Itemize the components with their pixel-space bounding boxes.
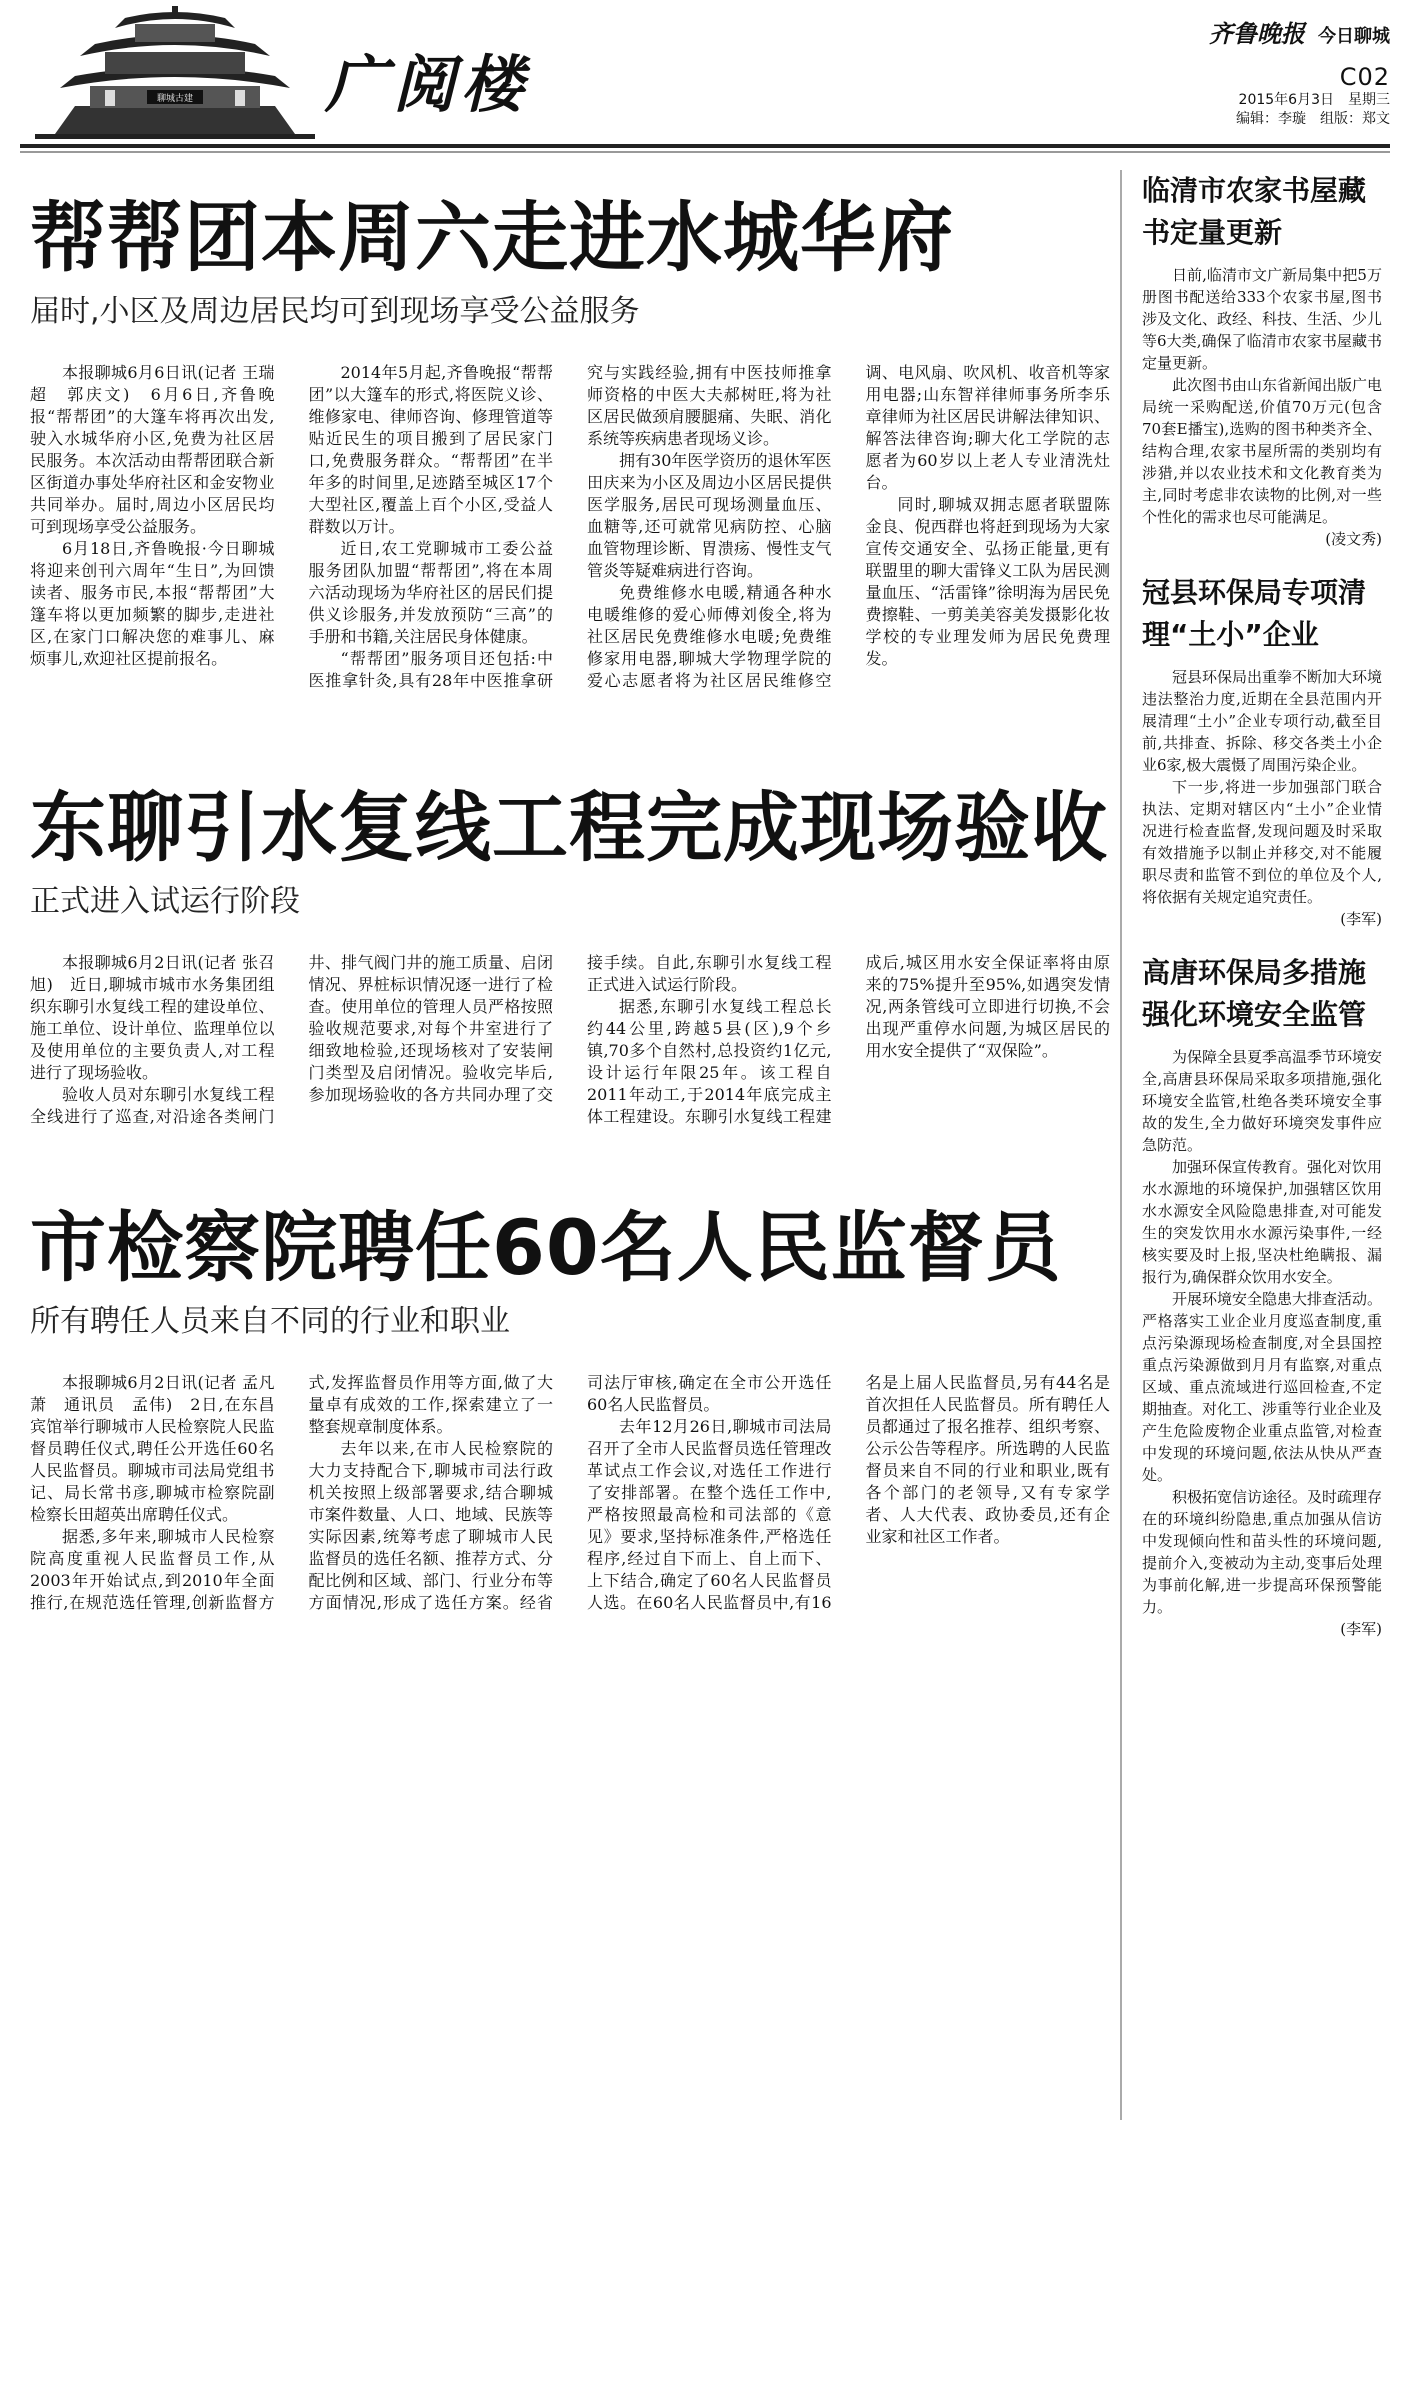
article-body bbox=[30, 952, 1110, 1128]
paragraph: 免费维修水电暖,精通各种水电暖维修的爱心师傅刘俊全,将为社区居民免费维修水电暖;免费维修家用电器,聊城大学物理学院的爱心志愿者将为社区居民维修空调、电风扇、吹风机、收音机等家用电器;山东智祥律师事务所李乐章律师为社区居民讲解法律知识、解答法律咨询;聊大化工学院的志愿者为60岁以上老人专业清洗灶台。 bbox=[587, 363, 1110, 690]
paragraph: 去年12月26日,聊城市司法局召开了全市人民监督员选任管理改革试点工作会议,对选任工作进行了安排部署。在整个选任工作中,严格按照最高检和司法部的《意见》要求,坚持标准条件,严格选任程序,经过自下而上、自上而下、上下结合,确定了60名人民监督员人选。在60名人民监督员中,有16名是上届人民监督员,另有44名是首次担任人民监督员。所有聘任人员都通过了报名推荐、组织考察、公示公告等程序。所选聘的人民监督员来自不同的行业和职业,既有各个部门的老领导,又有专家学者、人大代表、政协委员,还有企业家和社区工作者。 bbox=[587, 1373, 1110, 1612]
edition-name: 今日聊城 bbox=[1318, 26, 1390, 47]
byline: (李军) bbox=[1340, 1620, 1382, 1638]
paragraph: 下一步,将进一步加强部门联合执法、定期对辖区内“土小”企业情况进行检查监督,发现问题及时采取有效措施予以制止并移交,对不能履职尽责和监管不到位的单位及个人,将依据有关规定追究责任。 bbox=[1142, 778, 1382, 906]
paragraph: 加强环保宣传教育。强化对饮用水水源地的环境保护,加强辖区饮用水水源安全风险隐患排查,对可能发生的突发饮用水水源污染事件,一经核实要及时上报,坚决杜绝瞒报、漏报行为,确保群众饮用水安全。 bbox=[1142, 1158, 1383, 1286]
page-number: C02 bbox=[1339, 63, 1390, 91]
paragraph: 积极拓宽信访途径。及时疏理存在的环境纠纷隐患,重点加强从信访中发现倾向性和苗头性的环境问题,提前介入,变被动为主动,变事后处理为事前化解,进一步提高环保预警能力。 bbox=[1142, 1488, 1383, 1616]
editor-credits: 编辑：李璇 组版：郑文 bbox=[1236, 111, 1390, 127]
article-3 bbox=[30, 1200, 1110, 1650]
article-body bbox=[30, 362, 1110, 692]
masthead bbox=[20, 0, 1390, 150]
paragraph: 6月18日,齐鲁晚报·今日聊城将迎来创刊六周年“生日”,为回馈读者、服务市民,本报“帮帮团”大篷车将以更加频繁的脚步,走进社区,在家门口解决您的难事儿、麻烦事儿,欢迎社区提前报名。 bbox=[30, 539, 275, 668]
sidebar-headline: 高唐环保局多措施强化环境安全监管 bbox=[1142, 956, 1367, 1031]
sidebar-headline: 临清市农家书屋藏书定量更新 bbox=[1142, 174, 1367, 249]
paragraph: 本报聊城6月2日讯(记者 孟凡萧 通讯员 孟伟) 2日,在东昌宾馆举行聊城市人民检察院人民监督员聘任仪式,聘任公开选任60名人民监督员。聊城市司法局党组书记、局长常书彦,聊城市检察院副检察长田超英出席聘任仪式。 bbox=[30, 1373, 275, 1524]
paragraph: 为保障全县夏季高温季节环境安全,高唐县环保局采取多项措施,强化环境安全监管,杜绝各类环境安全事故的发生,全力做好环境突发事件应急防范。 bbox=[1142, 1048, 1383, 1154]
article-headline: 市检察院聘任60名人民监督员 bbox=[30, 1203, 1062, 1292]
paragraph: 2014年5月起,齐鲁晚报“帮帮团”以大篷车的形式,将医院义诊、维修家电、律师咨询、修理管道等贴近民生的项目搬到了居民家门口,免费服务群众。“帮帮团”在半年多的时间里,足迹踏至城区17个大型社区,覆盖上百个小区,受益人群数以万计。 bbox=[308, 363, 553, 536]
pagoda-sign: 聊城古建 bbox=[156, 94, 194, 104]
article-1 bbox=[30, 190, 1110, 750]
header-info bbox=[1090, 14, 1390, 129]
paragraph: 据悉,多年来,聊城市人民检察院高度重视人民监督员工作,从2003年开始试点,到2010年全面推行,在规范选任管理,创新监督方式,发挥监督员作用等方面,做了大量卓有成效的工作,探索建立了一整套规章制度体系。 bbox=[30, 1373, 553, 1612]
sidebar-body bbox=[1142, 264, 1382, 528]
sidebar bbox=[1142, 170, 1382, 1662]
sidebar-article-2 bbox=[1142, 572, 1382, 930]
paragraph: 日前,临清市文广新局集中把5万册图书配送给333个农家书屋,图书涉及文化、政经、科技、生活、少儿等6大类,确保了临清市农家书屋藏书定量更新。 bbox=[1142, 266, 1383, 372]
paragraph: 拥有30年医学资历的退休军医田庆来为小区及周边小区居民提供医学服务,居民可现场测量血压、血糖等,还可就常见病防控、心脑血管物理诊断、胃溃疡、慢性支气管炎等疑难病进行咨询。 bbox=[587, 451, 832, 580]
paragraph: 此次图书由山东省新闻出版广电局统一采购配送,价值70万元(包含70套E播宝),选购的图书种类齐全、结构合理,农家书屋所需的类别均有涉猎,并以农业技术和文化教育类为主,同时考虑非农读物的比例,对一些个性化的需求也尽可能满足。 bbox=[1142, 376, 1383, 526]
paragraph: 本报聊城6月6日讯(记者 王瑞超 郭庆文) 6月6日,齐鲁晚报“帮帮团”的大篷车将再次出发,驶入水城华府小区,免费为社区居民服务。本次活动由帮帮团联合新区街道办事处华府社区和金安物业共同举办。届时,周边小区居民均可到现场享受公益服务。 bbox=[30, 363, 275, 536]
byline: (凌文秀) bbox=[1325, 530, 1382, 548]
paragraph: “帮帮团”服务项目还包括:中医推拿针灸,具有28年中医推拿研究与实践经验,拥有中医技师推拿师资格的中医大夫郝树旺,将为社区居民做颈肩腰腿痛、失眠、消化系统等疾病患者现场义诊。 bbox=[308, 363, 832, 690]
sidebar-article-1 bbox=[1142, 170, 1382, 550]
header-rule-thin bbox=[20, 151, 1390, 153]
paper-name: 齐鲁晚报 bbox=[1208, 19, 1305, 48]
paragraph: 开展环境安全隐患大排查活动。严格落实工业企业月度巡查制度,重点污染源现场检查制度,对全县国控重点污染源做到月月有监察,对重点区域、重点流域进行巡回检查,不定期抽查。对化工、涉重等行业企业及产生危险废物企业重点监管,对检查中发现的环境问题,依法从快从严查处。 bbox=[1142, 1290, 1383, 1484]
article-body bbox=[30, 1372, 1110, 1614]
main-content bbox=[30, 190, 1110, 1650]
column-divider bbox=[1120, 170, 1122, 2120]
issue-date: 2015年6月3日 星期三 bbox=[1238, 92, 1390, 108]
byline: (李军) bbox=[1340, 910, 1382, 928]
section-title: 广阅楼 bbox=[325, 48, 530, 121]
paragraph: 据悉,东聊引水复线工程总长约44公里,跨越5县(区),9个乡镇,70多个自然村,总投资约1亿元,设计运行年限25年。该工程自2011年动工,于2014年底完成主体工程建设。东聊引水复线工程建成后,城区用水安全保证率将由原来的75%提升至95%,如遇突发情况,两条管线可立即进行切换,不会出现严重停水问题,为城区居民的用水安全提供了“双保险”。 bbox=[587, 953, 1110, 1126]
paragraph: 近日,农工党聊城市工委公益服务团队加盟“帮帮团”,将在本周六活动现场为华府社区的居民们提供义诊服务,并发放预防“三高”的手册和书籍,关注居民身体健康。 bbox=[308, 539, 553, 646]
pagoda-icon bbox=[35, 6, 315, 141]
header-rule bbox=[20, 144, 1390, 148]
paragraph: 同时,聊城双拥志愿者联盟陈金良、倪西群也将赶到现场为大家宣传交通安全、弘扬正能量,更有联盟里的聊大雷锋义工队为居民测量血压、“活雷锋”徐明海为居民免费擦鞋、一剪美美容美发摄影化妆学校的专业理发师为居民免费理发。 bbox=[865, 495, 1110, 668]
article-headline: 帮帮团本周六走进水城华府 bbox=[30, 193, 954, 282]
article-headline: 东聊引水复线工程完成现场验收 bbox=[30, 783, 1108, 872]
article-subhead: 届时,小区及周边居民均可到现场享受公益服务 bbox=[30, 294, 640, 329]
paragraph: 本报聊城6月2日讯(记者 张召旭) 近日,聊城市城市水务集团组织东聊引水复线工程的建设单位、施工单位、设计单位、监理单位以及使用单位的主要负责人,对工程进行了现场验收。 bbox=[30, 953, 275, 1082]
article-2 bbox=[30, 780, 1110, 1170]
sidebar-article-3 bbox=[1142, 952, 1382, 1640]
paragraph: 验收人员对东聊引水复线工程全线进行了巡查,对沿途各类闸门井、排气阀门井的施工质量、启闭情况、界桩标识情况逐一进行了检查。使用单位的管理人员严格按照验收规范要求,对每个井室进行了细致地检验,还现场核对了安装闸门类型及启闭情况。验收完毕后,参加现场验收的各方共同办理了交接手续。自此,东聊引水复线工程正式进入试运行阶段。 bbox=[30, 953, 832, 1126]
paragraph: 去年以来,在市人民检察院的大力支持配合下,聊城市司法行政机关按照上级部署要求,结合聊城市案件数量、人口、地域、民族等实际因素,统筹考虑了聊城市人民监督员的选任名额、推荐方式、分配比例和区域、部门、行业分布等方面情况,形成了选任方案。经省司法厅审核,确定在全市公开选任60名人民监督员。 bbox=[308, 1373, 832, 1612]
article-subhead: 所有聘任人员来自不同的行业和职业 bbox=[30, 1304, 510, 1339]
sidebar-body bbox=[1142, 1046, 1382, 1618]
sidebar-headline: 冠县环保局专项清理“土小”企业 bbox=[1142, 576, 1367, 651]
paragraph: 冠县环保局出重拳不断加大环境违法整治力度,近期在全县范围内开展清理“土小”企业专项行动,截至目前,共排查、拆除、移交各类土小企业6家,极大震慑了周围污染企业。 bbox=[1142, 668, 1383, 774]
article-subhead: 正式进入试运行阶段 bbox=[30, 884, 300, 919]
sidebar-body bbox=[1142, 666, 1382, 908]
